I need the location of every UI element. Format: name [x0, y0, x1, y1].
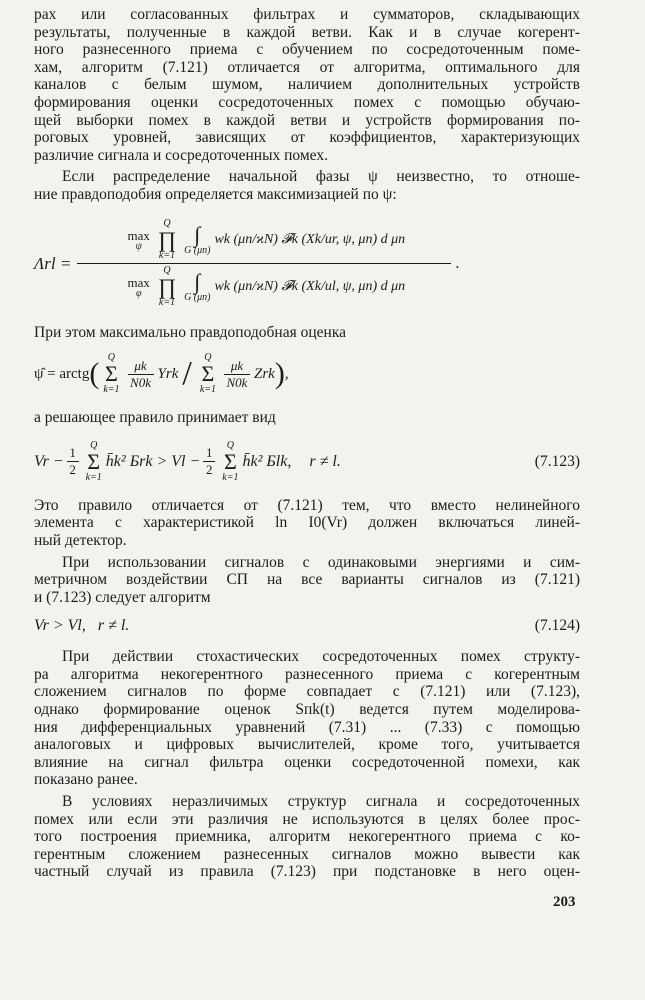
paragraph-5 [34, 497, 580, 550]
equation-lhs: ψ̂ = arctg [34, 365, 90, 382]
product-operator [158, 266, 176, 308]
text-line: сложением сигналов по форме совпадает с (7.121) или (7.123), [34, 683, 580, 701]
text-line: различие сигнала и сосредоточенных помех. [34, 146, 328, 164]
equation-7-123 [34, 431, 580, 493]
text-line: формирования оценки сосредоточенных помех с помощью обучаю- [34, 93, 580, 111]
term-z: Zrk [254, 365, 275, 382]
sum-upper: Q [107, 352, 116, 364]
integral-operator [184, 271, 210, 303]
text-line: каналов с белым шумом, наличием дополнительных устройств [34, 76, 580, 94]
paragraph-8 [34, 793, 580, 881]
sum-lower: k=1 [222, 471, 239, 483]
left-paren-icon: ( [89, 357, 100, 391]
term-y: Yrk [157, 365, 179, 382]
division-slash-icon: / [182, 355, 192, 393]
equation-tail: . [455, 254, 460, 272]
product-upper: Q [163, 265, 171, 277]
sum-operator [103, 353, 119, 395]
sum-operator [200, 353, 216, 395]
max-operator [128, 229, 150, 252]
sum-operator [86, 441, 102, 483]
equation-tail: , [284, 365, 289, 382]
sum-lower: k=1 [103, 384, 120, 396]
equation-number: (7.124) [534, 617, 580, 635]
equation-term-2: h̄k² Бlk, [242, 452, 292, 470]
text-line: Если распределение начальной фазы ψ неизвестно, то отноше- [62, 168, 580, 186]
sum-upper: Q [226, 439, 234, 451]
text-line: однако формирование оценок Sпk(t) ведется путем моделирова- [34, 701, 580, 719]
fraction-denominator [116, 264, 414, 310]
paragraph-1 [34, 6, 580, 164]
text-line: В условиях неразличимых структур сигнала и сосредоточенных [62, 793, 580, 811]
text-line: влияние на сигнал фильтра оценки сосредоточенной помехи, как [34, 753, 580, 771]
sum-upper: Q [204, 352, 212, 364]
equation-7-124 [34, 610, 580, 642]
fraction-numerator: 1 [206, 445, 213, 461]
paragraph-6 [34, 554, 580, 607]
product-icon: ∏ [157, 274, 177, 300]
sum-lower: k=1 [199, 384, 216, 396]
text-line: аналоговых и цифровых вычислителей, кроме того, учитывается [34, 736, 580, 754]
text-line: помех или если эти различия не используются в целях более прос- [34, 810, 580, 828]
integral-domain: G (μп) [184, 292, 211, 304]
text-line: При этом максимально правдоподобная оценка [34, 323, 347, 341]
equation-lhs: Λrl = [34, 253, 72, 273]
sum-lower: k=1 [85, 471, 102, 483]
equation-term-1: h̄k² Бrk > Vl − [105, 452, 201, 470]
text-line: ный детектор. [34, 531, 127, 549]
fraction-denominator: 2 [206, 462, 213, 478]
paragraph-4 [34, 409, 580, 427]
text-line: элемента с характеристикой ln I0(Vr) должен включаться линей- [34, 514, 580, 532]
text-line: а решающее правило принимает вид [34, 409, 276, 427]
integral-icon: ∫ [194, 222, 201, 248]
text-line: метричном воздействии СП на все варианты сигналов из (7.121) [34, 571, 580, 589]
max-variable: φ [135, 287, 142, 299]
text-line: ния дифференциальных уравнений (7.31) ... (7.33) с помощью [34, 718, 580, 736]
text-line: результаты, полученные в каждой ветви. Как и в случае когерент- [34, 23, 580, 41]
sum-upper: Q [90, 439, 98, 451]
text-line: частный случай из правила (7.123) при подстановке в него оцен- [34, 863, 580, 881]
equation-body: Vr > Vl, r ≠ l. [34, 617, 130, 635]
text-line: и (7.123) следует алгоритм [34, 588, 211, 606]
text-line: хам, алгоритм (7.121) отличается от алгоритма, оптимального для [34, 58, 580, 76]
fraction-numerator [116, 217, 414, 263]
integral-operator [184, 224, 210, 256]
paragraph-2 [34, 168, 580, 203]
equation-condition: r ≠ l. [309, 452, 341, 470]
product-lower: k=1 [158, 297, 176, 309]
text-line: щей выборки помех в каждой ветви и устройств формирования по- [34, 111, 580, 129]
text-line: показано ранее. [34, 771, 138, 789]
right-paren-icon: ) [274, 357, 285, 391]
numerator-body: wk (μп/ϰN) 𝓕k (Xk/ur, ψ, μп) d μп [214, 232, 406, 248]
paragraph-7 [34, 648, 580, 789]
max-label: max [127, 274, 150, 290]
denominator-body: wk (μп/ϰN) 𝓕k (Xk/ul, ψ, μп) d μп [214, 279, 406, 295]
sum-icon: Σ [223, 448, 237, 474]
max-label: max [127, 227, 150, 243]
text-line: ного разнесенного приема с обучением по сосредоточенным поме- [34, 41, 580, 59]
fraction-denominator: N0k [130, 374, 151, 390]
fraction [128, 358, 154, 391]
text-line: ние правдоподобия определяется максимизацией по ψ: [34, 185, 397, 203]
fraction-half [67, 445, 79, 478]
paragraph-3 [34, 324, 580, 342]
product-upper: Q [163, 218, 171, 230]
page-number: 203 [553, 894, 576, 910]
text-line: роговых уровней, зависящих от коэффициентов, характеризующих [34, 129, 580, 147]
equation-likelihood-ratio [34, 212, 580, 316]
text-line: ра алгоритма некогерентного разнесенного приема с когерентным [34, 665, 580, 683]
equation-number: (7.123) [534, 452, 580, 470]
fraction-denominator: N0k [226, 374, 248, 390]
sum-operator [222, 441, 238, 483]
text-line: Это правило отличается от (7.121) тем, что вместо нелинейного [34, 496, 580, 514]
equation-phase-estimate [34, 345, 580, 403]
sum-icon: Σ [87, 448, 101, 474]
integral-domain: G (μп) [184, 245, 211, 257]
fraction [77, 217, 451, 310]
product-lower: k=1 [158, 250, 176, 262]
fraction-half [203, 445, 215, 478]
text-line: При действии стохастических сосредоточенных помех структу- [62, 648, 580, 666]
fraction-numerator: 1 [69, 445, 76, 461]
sum-icon: Σ [105, 361, 118, 387]
text-line: того построения приемника, алгоритм некогерентного приема с ко- [34, 828, 580, 846]
page-body [34, 6, 580, 885]
max-variable: ψ [135, 240, 142, 252]
max-operator [128, 276, 150, 299]
fraction-numerator: μk [134, 357, 147, 373]
integral-icon: ∫ [194, 269, 201, 295]
fraction-numerator: μk [230, 357, 244, 373]
sum-icon: Σ [201, 361, 215, 387]
text-line: При использовании сигналов с одинаковыми энергиями и сим- [62, 553, 580, 571]
text-line: рах или согласованных фильтрах и сумматоров, складывающих [34, 6, 580, 23]
fraction-denominator: 2 [69, 462, 76, 478]
text-line: герентным сложением разнесенных сигналов можно вывести как [34, 845, 580, 863]
product-icon: ∏ [157, 227, 177, 253]
product-operator [158, 219, 176, 261]
fraction [224, 358, 250, 391]
equation-left: Vr − [34, 452, 64, 470]
